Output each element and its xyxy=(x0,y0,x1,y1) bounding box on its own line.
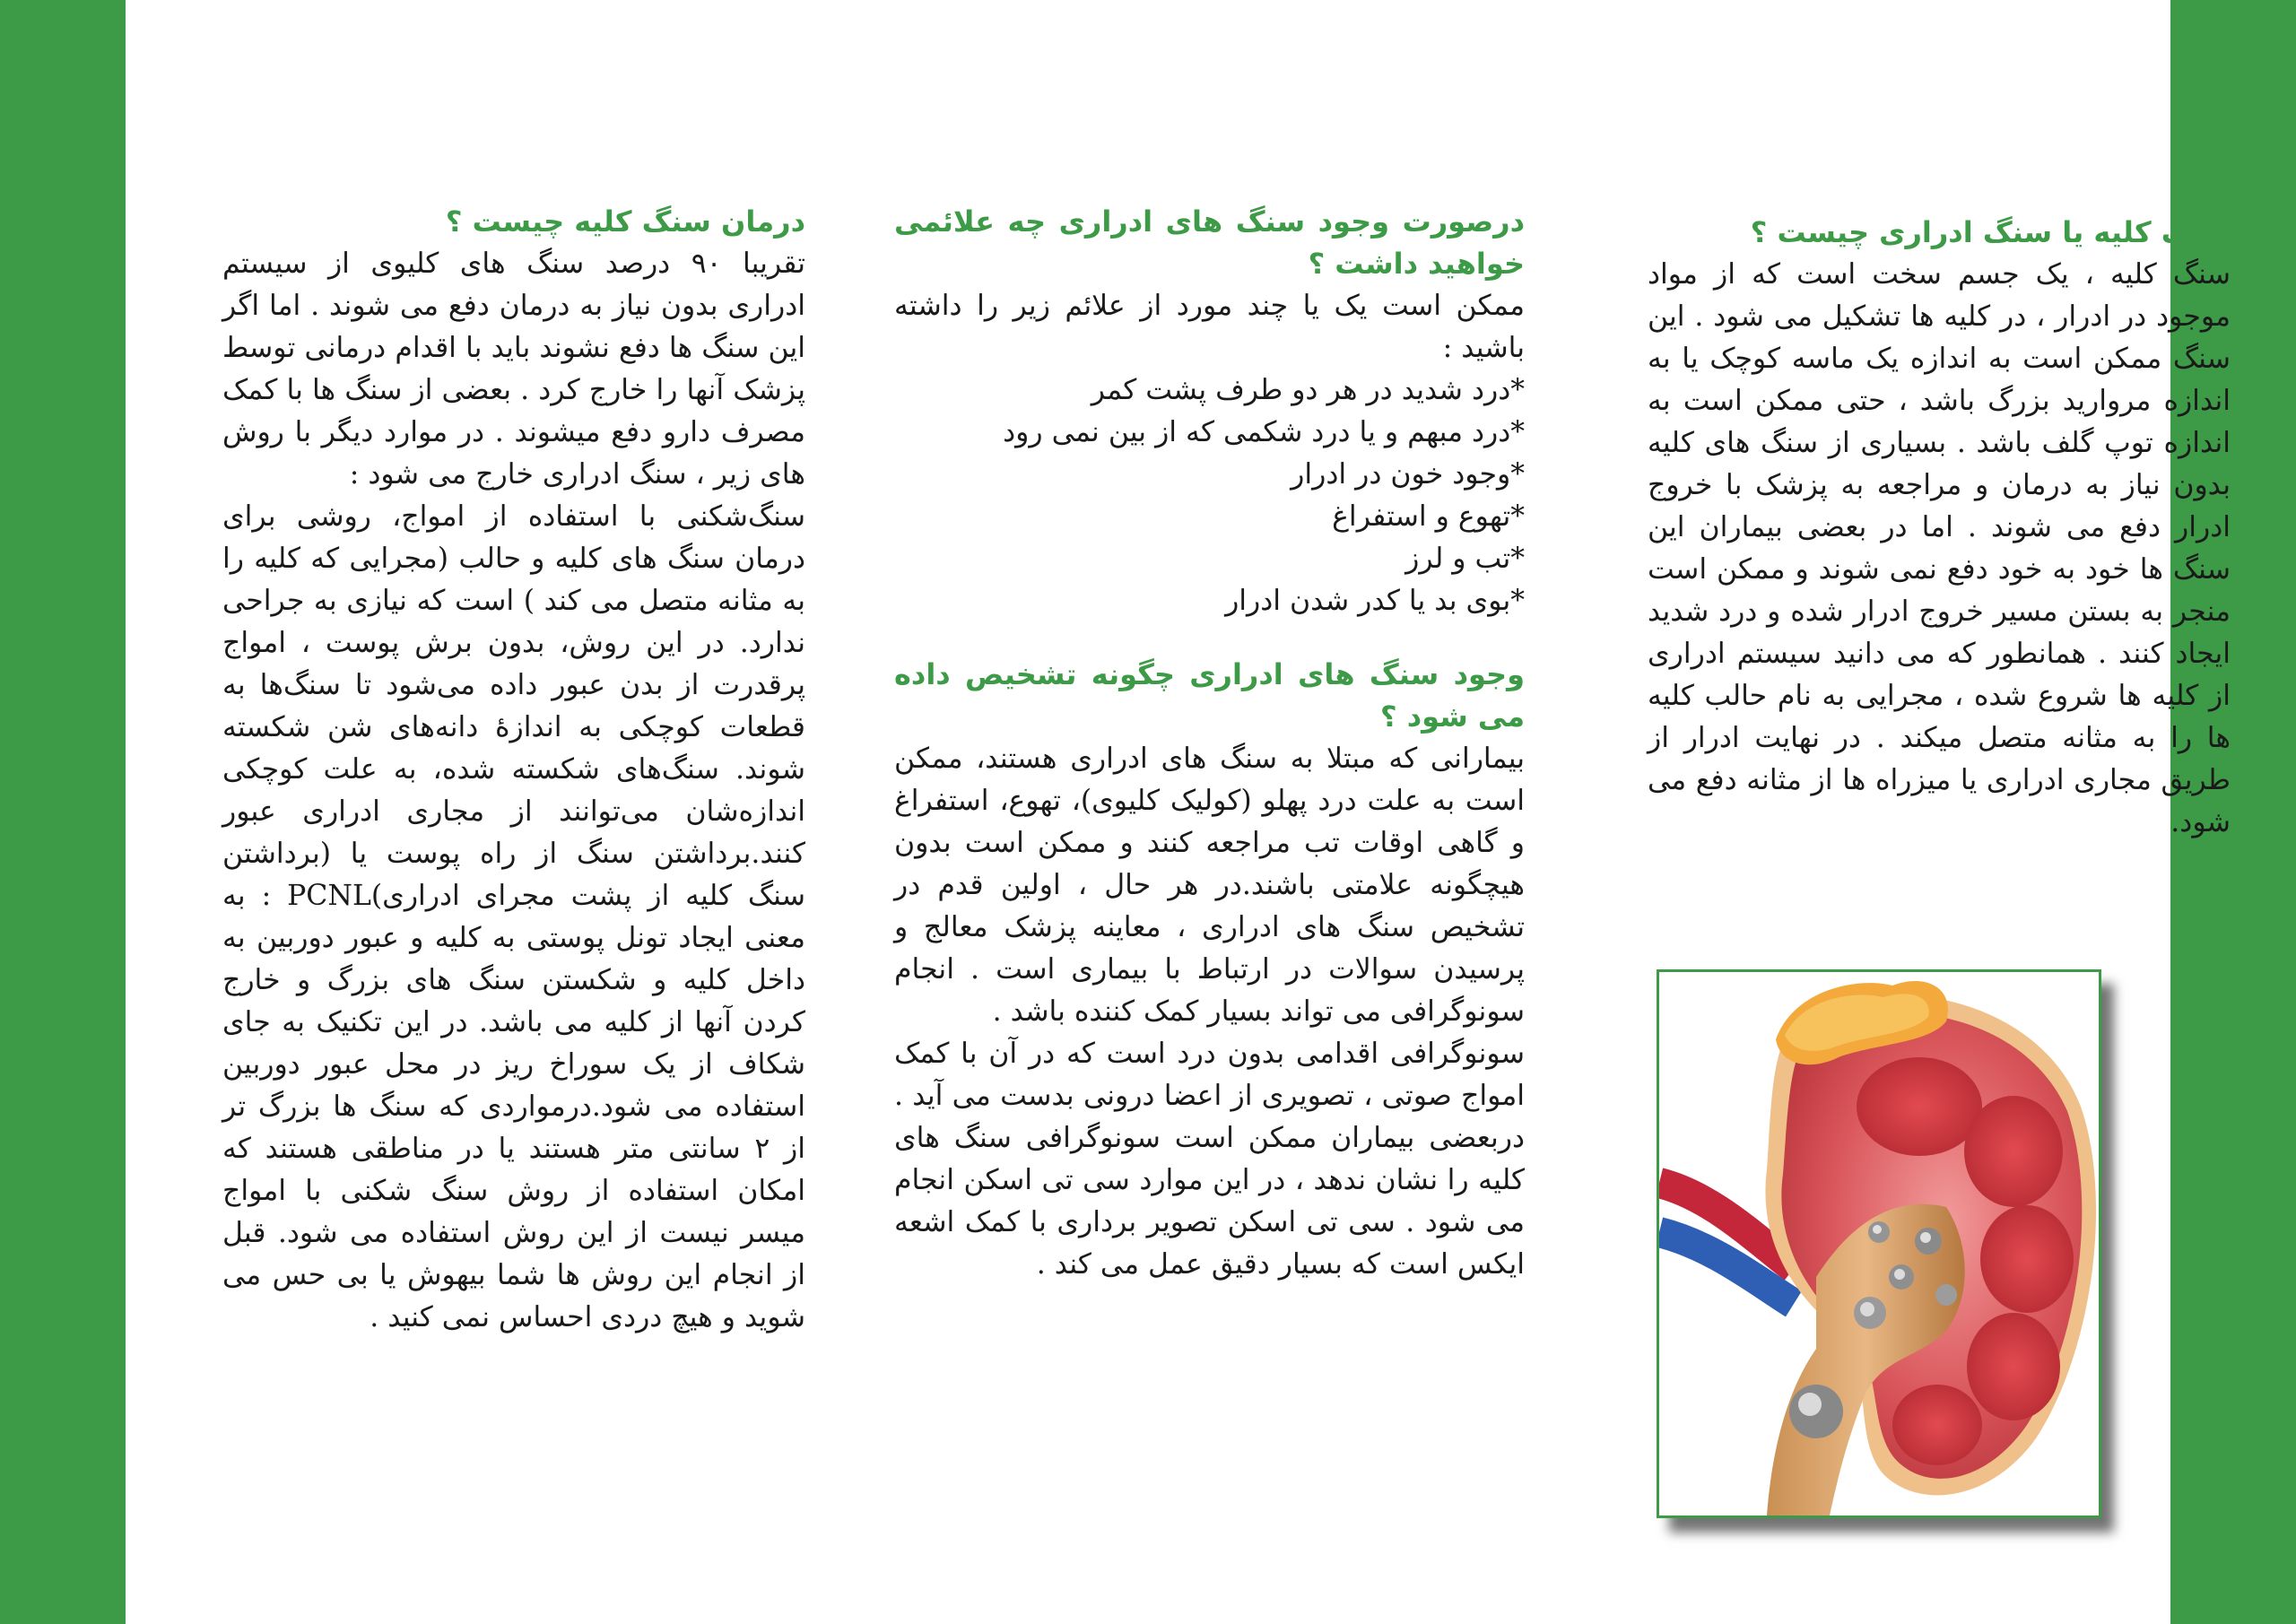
heading-symptoms: درصورت وجود سنگ های ادراری چه علائمی خواهید داشت ؟ xyxy=(894,204,1525,281)
kidney-illustration-frame xyxy=(1657,969,2101,1518)
column-treatment xyxy=(222,201,805,1339)
heading-treatment: درمان سنگ کلیه چیست ؟ xyxy=(445,204,805,239)
symptom-item: *بوی بد یا کدر شدن ادرار xyxy=(1225,585,1525,617)
paragraph-symptoms-intro: ممکن است یک یا چند مورد از علائم زیر را داشته باشید : xyxy=(894,290,1525,364)
paragraph-sonography: سونوگرافی اقدامی بدون درد است که در آن با کمک امواج صوتی ، تصویری از اعضا درونی بدست می آید . دربعضی بیماران ممکن است سونوگرافی سنگ های کلیه را نشان ندهد ، در این موارد سی تی اسکن انجام می شود . سی تی اسکن تصویر برداری با کمک اشعه ایکس است که بسیار دقیق عمل می کند . xyxy=(894,1038,1525,1281)
column-what-is-kidney-stone xyxy=(1648,212,2231,844)
symptom-item: *تب و لرز xyxy=(1405,543,1525,575)
paragraph-treatment-methods: سنگ‌شکنی با استفاده از امواج، روشی برای درمان سنگ های کلیه و حالب (مجرایی که کلیه را به مثانه متصل می کند ) است که نیازی به جراحی ندارد. در این روش، بدون برش پوست ، امواج پرقدرت از بدن عبور داده می‌شود تا سنگ‌ها به قطعات کوچکی به اندازهٔ دانه‌های شن شکسته شوند. سنگ‌های شکسته شده، به علت کوچکی اندازه‌شان می‌توانند از مجاری ادراری عبور کنند.برداشتن سنگ از راه پوست یا (برداشتن سنگ کلیه از پشت مجرای ادراری)PCNL : به معنی ایجاد تونل پوستی به کلیه و عبور دوربین به داخل کلیه و شکستن سنگ های بزرگ و خارج کردن آنها از کلیه می باشد. در این تکنیک به جای شکاف از یک سوراخ ریز در محل عبور دوربین استفاده می شود.درمواردی که سنگ ها بزرگ تر از ۲ سانتی متر هستند یا در مناطقی هستند که امکان استفاده از روش سنگ شکنی با امواج میسر نیست از این روش استفاده می شود. قبل از انجام این روش ها شما بیهوش یا بی حس می شوید و هیچ دردی احساس نمی کنید . xyxy=(222,500,806,1333)
symptom-item: *وجود خون در ادرار xyxy=(1291,458,1525,491)
heading-what-is-kidney-stone: سنگ کلیه یا سنگ ادراری چیست ؟ xyxy=(1750,215,2231,249)
symptom-item: *درد شدید در هر دو طرف پشت کمر xyxy=(1091,374,1525,406)
paragraph-diagnosis: بیمارانی که مبتلا به سنگ های ادراری هستند، ممکن است به علت درد پهلو (کولیک کلیوی)، تهوع، استفراغ و گاهی اوقات تب مراجعه کنند و ممکن است بدون هیچگونه علامتی باشند.در هر حال ، اولین قدم در تشخیص سنگ های ادراری ، معاینه پزشک معالج و پرسیدن سوالات در ارتباط با بیماری است . انجام سونوگرافی می تواند بسیار کمک کننده باشد . xyxy=(894,743,1525,1028)
paragraph-treatment-intro: تقریبا ۹۰ درصد سنگ های کلیوی از سیستم ادراری بدون نیاز به درمان دفع می شوند . اما اگر این سنگ ها دفع نشوند باید با اقدام درمانی توسط پزشک آنها را خارج کرد . بعضی از سنگ ها با کمک مصرف دارو دفع میشوند . در موارد دیگر با روش های زیر ، سنگ ادراری خارج می شود : xyxy=(222,248,805,491)
paragraph-kidney-stone-definition: سنگ کلیه ، یک جسم سخت است که از مواد موجود در ادرار ، در کلیه ها تشکیل می شود . این سنگ ممکن است به اندازه یک ماسه کوچک یا به اندازه مروارید بزرگ باشد ، حتی ممکن است به اندازه توپ گلف باشد . بسیاری از سنگ های کلیه بدون نیاز به درمان و مراجعه به پزشک با خروج ادرار دفع می شوند . اما در بعضی بیماران این سنگ ها خود به خود دفع نمی شوند و ممکن است منجر به بستن مسیر خروج ادرار شده و درد شدید ایجاد کنند . همانطور که می دانید سیستم ادراری از کلیه ها شروع شده ، مجرایی به نام حالب کلیه ها را به مثانه متصل میکند . در نهایت ادرار از طریق مجاری ادراری یا میزراه ها از مثانه دفع می شود. xyxy=(1648,258,2231,838)
column-symptoms-diagnosis xyxy=(894,201,1525,1286)
heading-diagnosis: وجود سنگ های ادراری چگونه تشخیص داده می شود ؟ xyxy=(894,657,1525,734)
brochure-page xyxy=(126,0,2231,1624)
symptom-item: *درد مبهم و یا درد شکمی که از بین نمی رود xyxy=(1003,416,1525,448)
symptom-item: *تهوع و استفراغ xyxy=(1332,500,1525,533)
kidney-stone-illustration-icon xyxy=(1659,972,2099,1515)
